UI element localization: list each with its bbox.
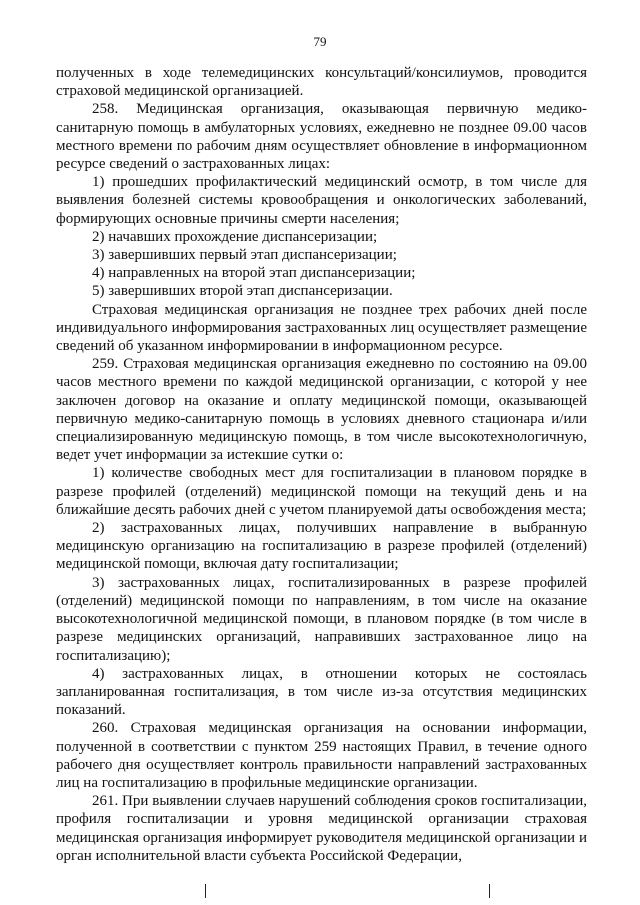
list-item: 1) прошедших профилактический медицинский осмотр, в том числе для выявления болезней системы кровообращения и онкологических заболеваний, формирующих основные причины смерти населения;	[56, 174, 587, 227]
paragraph: 260. Страховая медицинская организация на основании информации, полученной в соответствии с пунктом 259 настоящих Правил, в течение одного рабочего дня осуществляет контроль правильности направлений застрахованных лиц на госпитализацию в профильные медицинские организации.	[56, 720, 587, 791]
scan-mark	[205, 884, 206, 898]
paragraph: Страховая медицинская организация не позднее трех рабочих дней после индивидуального информирования застрахованных лиц осуществляет размещение сведений об указанном информировании в информационном ресурсе.	[56, 301, 587, 355]
list-item: 1) количестве свободных мест для госпитализации в плановом порядке в разрезе профилей (отделений) медицинской помощи на текущий день и на ближайшие десять рабочих дней с учетом планируемой даты освобождения места;	[56, 465, 587, 518]
paragraph: 258. Медицинская организация, оказывающая первичную медико-санитарную помощь в амбулаторных условиях, ежедневно не позднее 09.00 часов местного времени по рабочим дням осуществляет обновление в информационном ресурсе сведений о застрахованных лицах:	[56, 101, 587, 173]
list-item: 2) начавших прохождение диспансеризации;	[92, 228, 378, 245]
paragraph: 261. При выявлении случаев нарушений соблюдения сроков госпитализации, профиля госпитализации и уровня медицинской организации страховая медицинская организация информирует руководителя медицинской организации и орган исполнительной власти субъекта Российской Федерации,	[56, 793, 587, 864]
list-item: 3) застрахованных лицах, госпитализированных в разрезе профилей (отделений) медицинской помощи по направлениям, в том числе на оказание высокотехнологичной медицинской помощи, в плановом порядке (в том числе в разрезе медицинских организаций, направивших застрахованное лицо на госпитализацию);	[56, 574, 587, 664]
list-item: 3) завершивших первый этап диспансеризации;	[92, 247, 397, 264]
scan-mark	[489, 884, 490, 898]
list-item: 5) завершивших второй этап диспансеризации.	[92, 283, 393, 300]
list-item: 2) застрахованных лицах, получивших направление в выбранную медицинскую организацию на госпитализацию в разрезе профилей (отделений) медицинской помощи, включая дату госпитализации;	[56, 520, 587, 573]
document-body	[56, 64, 587, 865]
paragraph: 259. Страховая медицинская организация ежедневно по состоянию на 09.00 часов местного времени по каждой медицинской организации, с которой у нее заключен договор на оказание и оплату медицинской помощи, оказывающей первичную медико-санитарную помощь в условиях дневного стационара и/или специализированную медицинскую помощь, в том числе высокотехнологичную, ведет учет информации за истекшие сутки о:	[56, 356, 587, 464]
list-item: 4) застрахованных лицах, в отношении которых не состоялась запланированная госпитализация, в том числе из-за отсутствия медицинских показаний.	[56, 665, 587, 719]
paragraph: полученных в ходе телемедицинских консультаций/консилиумов, проводится страховой медицинской организацией.	[56, 65, 587, 100]
page-number: 79	[313, 34, 327, 49]
list-item: 4) направленных на второй этап диспансеризации;	[92, 265, 416, 282]
